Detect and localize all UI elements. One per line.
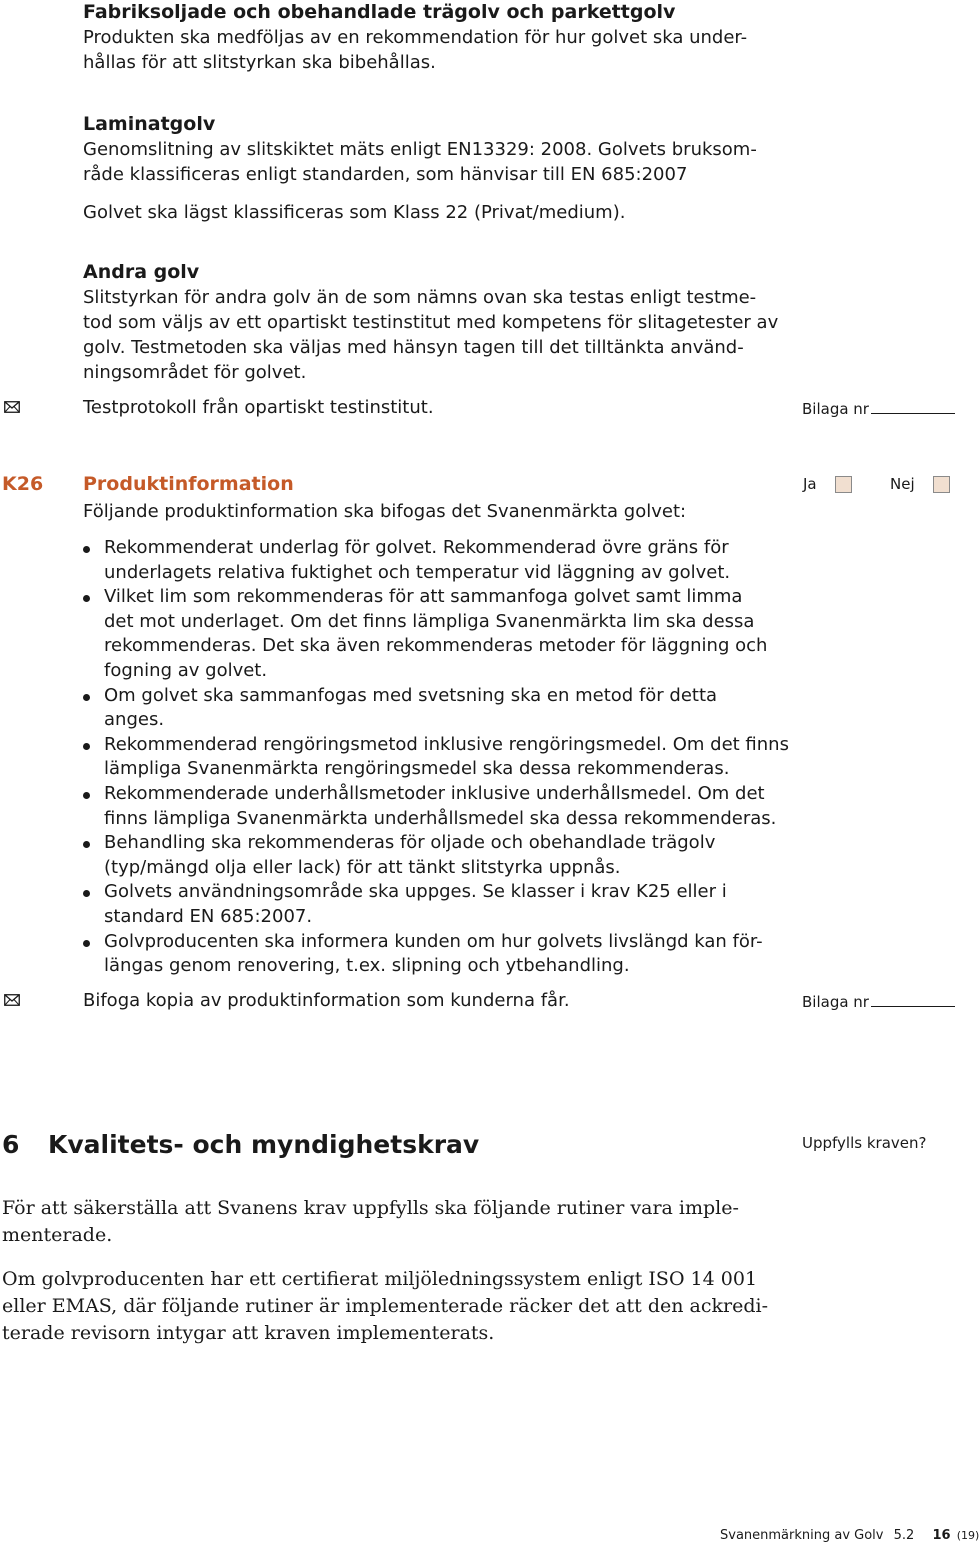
attachment-label: Bifoga kopia av produktinformation som kunderna får. [83,990,570,1011]
footer-page-number: 16 [932,1528,951,1543]
paragraph-line: golv. Testmetoden ska väljas med hänsyn tagen till det tilltänkta använd- [83,337,744,358]
requirement-title: Produktinformation [83,473,294,495]
paragraph-line: råde klassificeras enligt standarden, som hänvisar till EN 685:2007 [83,164,688,185]
chapter-title: Kvalitets- och myndighetskrav [48,1130,480,1159]
paragraph-line: hållas för att slitstyrkan ska bibehållas. [83,52,436,73]
list-item: Rekommenderad rengöringsmetod inklusive rengöringsmedel. Om det finns lämpliga Svanenmärkta rengöringsmedel ska dessa rekommenderas. [80,733,800,782]
chapter-number: 6 [2,1130,20,1159]
footer-version: 5.2 [893,1528,915,1543]
footer-doc-title: Svanenmärkning av Golv [720,1528,884,1543]
list-item: Behandling ska rekommenderas för oljade och obehandlade trägolv (typ/mängd olja eller lack) för att tänkt slitstyrka uppnås. [80,831,800,880]
list-item: Om golvet ska sammanfogas med svetsning ska en metod för detta anges. [80,684,800,733]
ja-label: Ja [803,475,817,493]
section-andra-golv [83,260,778,385]
list-item: Vilket lim som rekommenderas för att sammanfoga golvet samt limma det mot underlaget. Om det finns lämpliga Svanenmärkta lim ska dessa rekommenderas. Det ska även rekommenderas metoder för läggning och fogning av golvet. [80,585,800,683]
envelope-icon [4,401,20,413]
page-footer [720,1527,979,1545]
list-item: Rekommenderat underlag för golvet. Rekommenderad övre gräns för underlagets relativa fuktighet och temperatur vid läggning av golvet. [80,536,800,585]
paragraph: Om golvproducenten har ett certifierat miljöledningssystem enligt ISO 14 001 eller EMAS, där följande rutiner är implementerade räcker det att den ackredi- terade revisorn intygar att kraven implementerats. [2,1268,768,1344]
paragraph-line: Produkten ska medföljas av en rekommendation för hur golvet ska under- [83,27,748,48]
bilaga-label: Bilaga nr [802,400,869,418]
paragraph-line: Slitstyrkan för andra golv än de som nämns ovan ska testas enligt testme- [83,287,757,308]
nej-checkbox[interactable] [933,476,950,493]
envelope-icon [4,994,20,1006]
paragraph-line: ningsområdet för golvet. [83,362,307,383]
paragraph-line: Golvet ska lägst klassificeras som Klass 22 (Privat/medium). [83,202,626,223]
ja-option[interactable] [803,473,852,495]
nej-label: Nej [890,475,915,493]
section-title: Fabriksoljade och obehandlade trägolv och parkettgolv [83,1,676,23]
list-item: Rekommenderade underhållsmetoder inklusive underhållsmedel. Om det finns lämpliga Svanenmärkta underhållsmedel ska dessa rekommenderas. [80,782,800,831]
paragraph-line: Genomslitning av slitskiktet mäts enligt EN13329: 2008. Golvets bruksom- [83,139,757,160]
bilaga-line[interactable] [871,399,955,414]
requirement-intro: Följande produktinformation ska bifogas det Svanenmärkta golvet: [83,501,687,522]
bilaga-field[interactable] [802,992,955,1011]
bilaga-line[interactable] [871,992,955,1007]
requirement-code: K26 [2,473,44,495]
attachment-label: Testprotokoll från opartiskt testinstitut. [83,397,434,418]
section-title: Laminatgolv [83,113,216,135]
list-item: Golvproducenten ska informera kunden om hur golvets livslängd kan för- längas genom renovering, t.ex. slipning och ytbehandling. [80,930,800,979]
bilaga-field[interactable] [802,399,955,418]
paragraph-line: tod som väljs av ett opartiskt testinstitut med kompetens för slitagetester av [83,312,779,333]
bilaga-label: Bilaga nr [802,993,869,1011]
footer-page-total: (19) [956,1529,979,1542]
nej-option[interactable] [890,473,950,495]
section-laminatgolv [83,112,757,225]
list-item: Golvets användningsområde ska uppges. Se klasser i krav K25 eller i standard EN 685:2007. [80,880,800,929]
compliance-question: Uppfylls kraven? [802,1134,927,1152]
paragraph: För att säkerställa att Svanens krav uppfylls ska följande rutiner vara imple- menterade. [2,1197,739,1246]
requirement-bullets [80,536,800,979]
ja-checkbox[interactable] [835,476,852,493]
section-fabriksoljade [83,0,747,75]
section-title: Andra golv [83,261,200,283]
